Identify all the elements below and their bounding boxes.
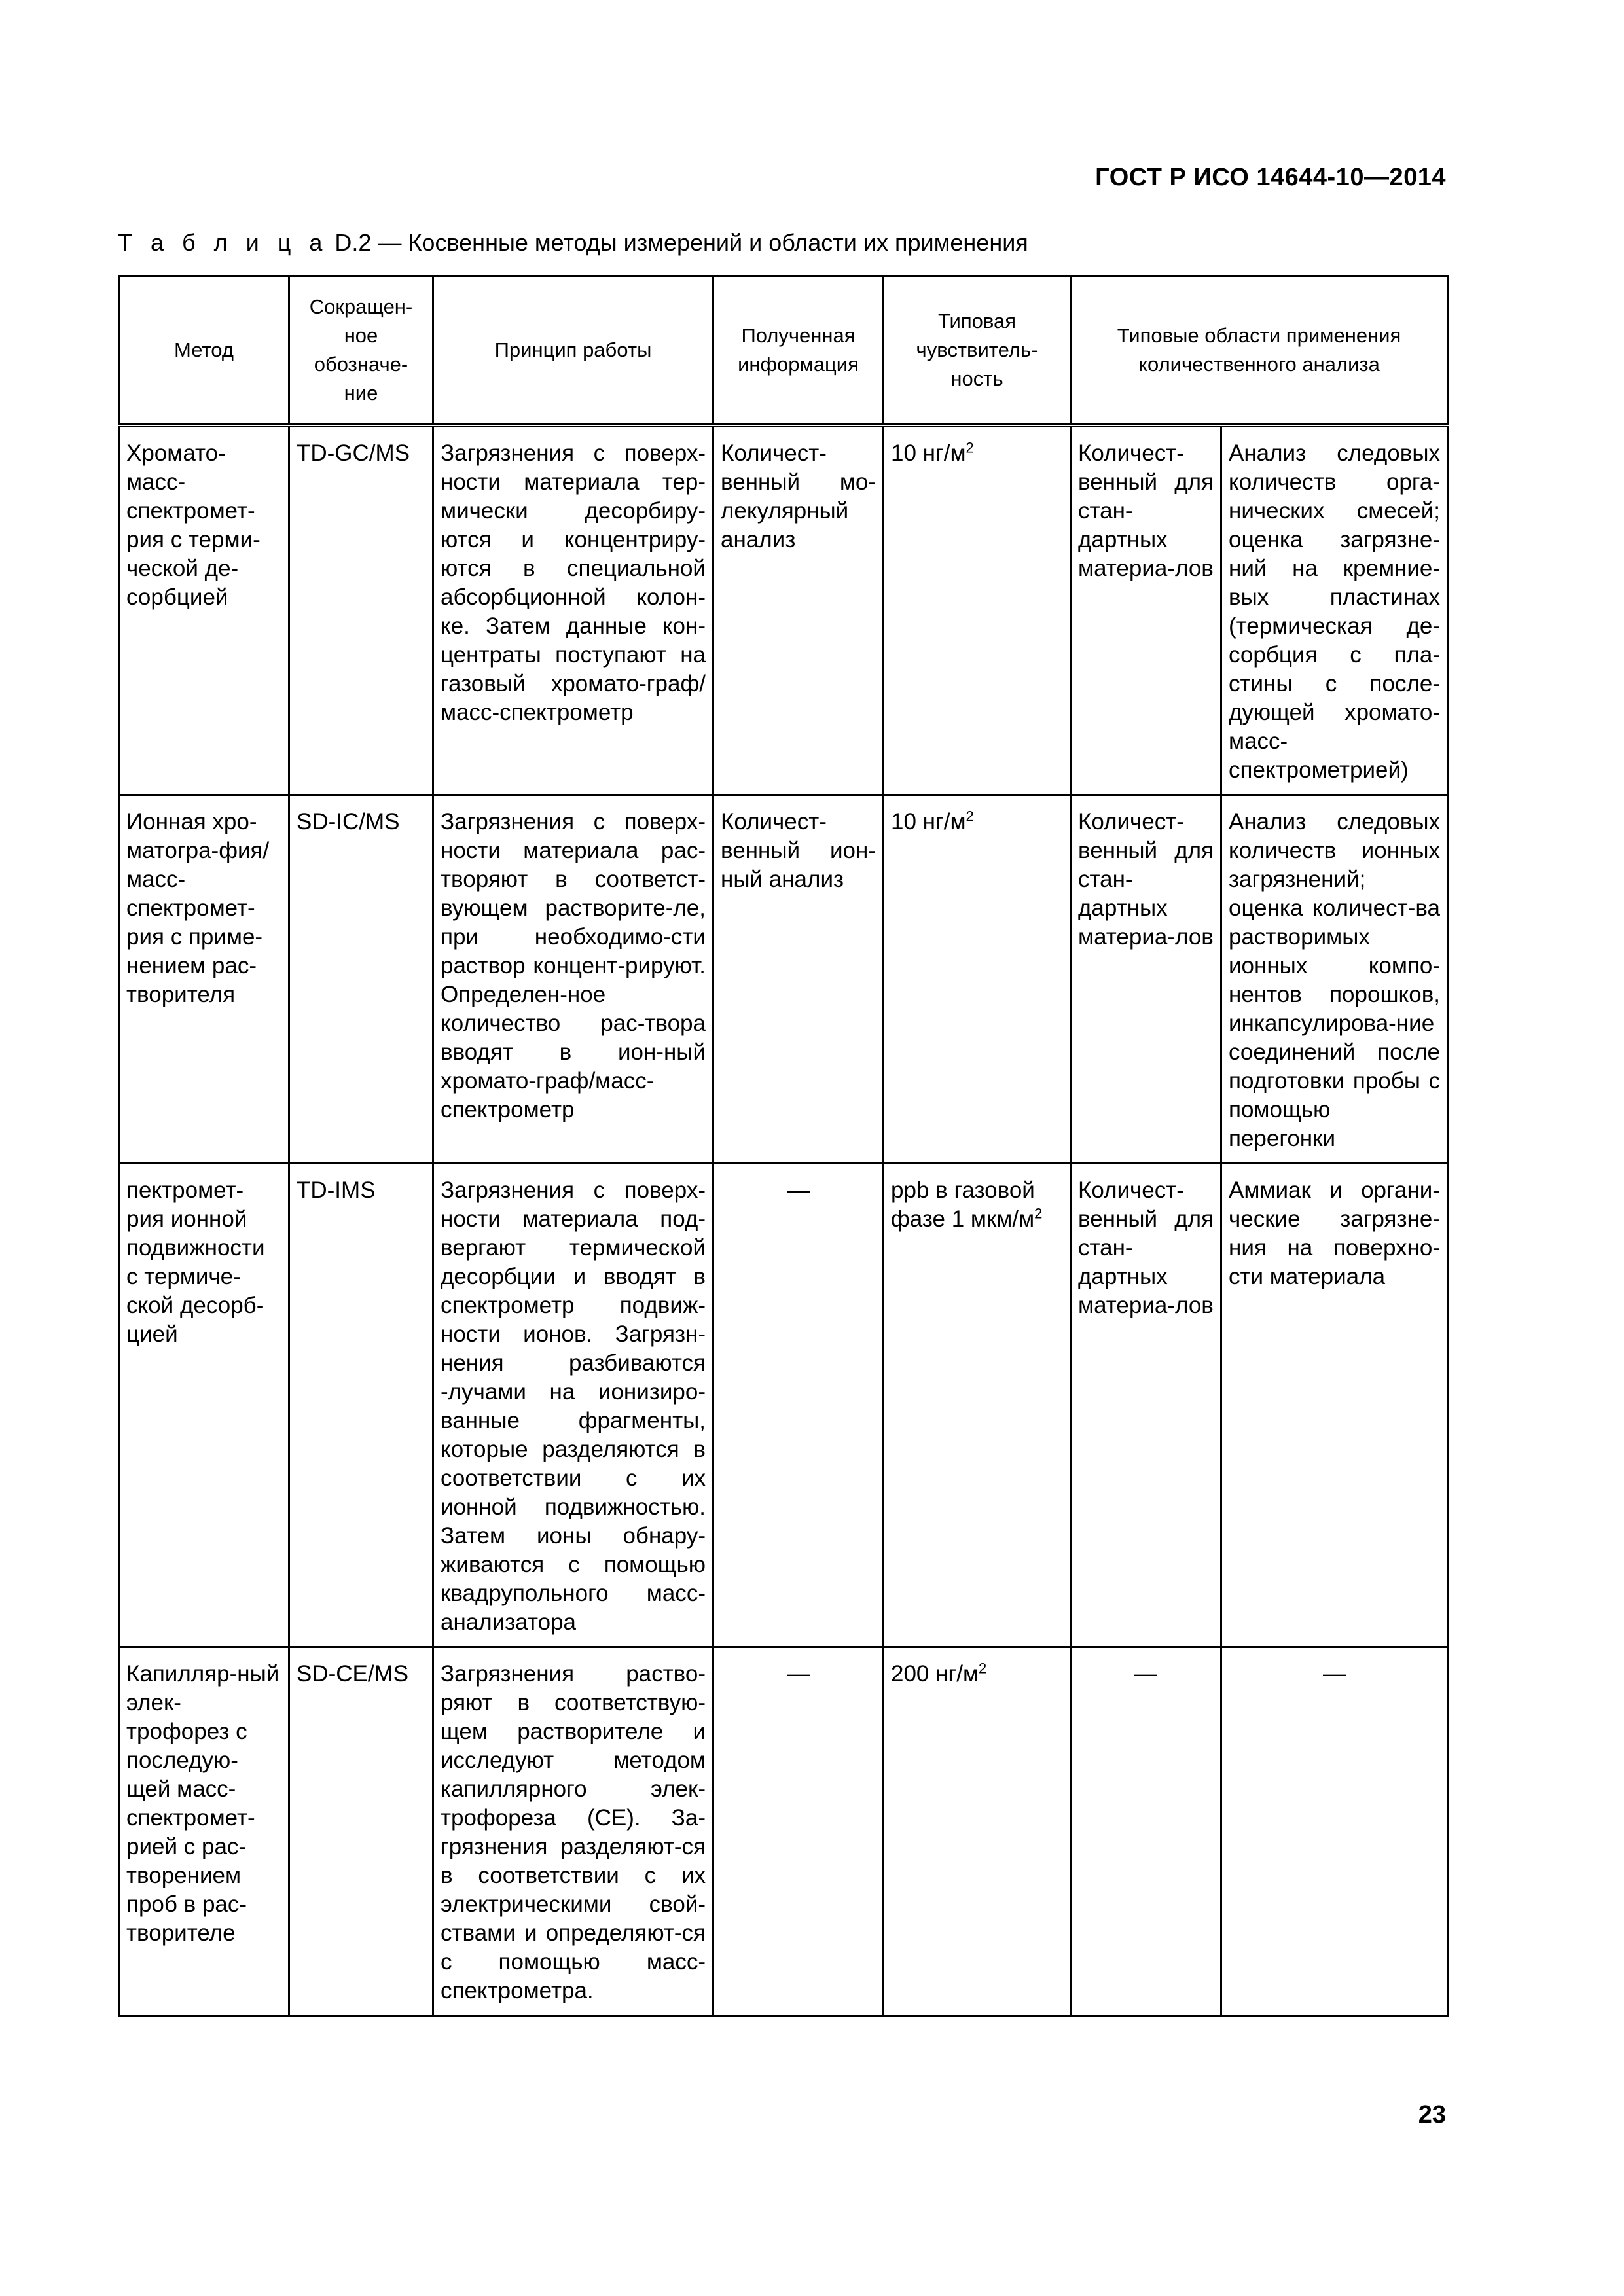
cell-application-area: — bbox=[1221, 1647, 1448, 2016]
table-header-row bbox=[119, 276, 1448, 426]
column-header-method: Метод bbox=[119, 276, 289, 426]
cell-method: Ионная хро-матогра-фия/масс-спектромет-рия с приме-нением рас-творителя bbox=[119, 795, 289, 1164]
column-header-sensitivity: Типовая чувствитель-ность bbox=[884, 276, 1071, 426]
cell-abbreviation: TD-IMS bbox=[289, 1164, 433, 1647]
sensitivity-value: 10 нг/м bbox=[891, 809, 966, 834]
cell-application-type: Количест-венный для стан-дартных материа-лов bbox=[1071, 425, 1221, 795]
cell-principle: Загрязнения раство-ряют в соответствую-щем растворителе и исследуют методом капиллярного элек-трофореза (CE). За-грязнения разделяют-ся в соответствии с их электрическими свой-ствами и определяют-ся с помощью масс-спектрометра. bbox=[433, 1647, 713, 2016]
table-row bbox=[119, 795, 1448, 1164]
cell-sensitivity bbox=[884, 1164, 1071, 1647]
cell-application-type: Количест-венный для стан-дартных материа-лов bbox=[1071, 795, 1221, 1164]
cell-application-area: Анализ следовых количеств ионных загрязнений; оценка количест-ва растворимых ионных компо-нентов порошков, инкапсулирова-ние соединений после подготовки пробы с помощью перегонки bbox=[1221, 795, 1448, 1164]
sensitivity-value: ppb в газовой фазе 1 мкм/м bbox=[891, 1177, 1035, 1232]
table-row bbox=[119, 1647, 1448, 2016]
cell-information: Количест-венный мо-лекулярный анализ bbox=[713, 425, 884, 795]
cell-method: Капилляр-ный элек-трофорез с последую-щей масс-спектромет-рией с рас-творением проб в рас-творителе bbox=[119, 1647, 289, 2016]
table-caption-text: D.2 — Косвенные методы измерений и области их применения bbox=[334, 229, 1028, 256]
cell-method: Хромато-масс-спектромет-рия с терми-ческой де-сорбцией bbox=[119, 425, 289, 795]
column-header-information: Полученная информация bbox=[713, 276, 884, 426]
cell-abbreviation: TD-GC/MS bbox=[289, 425, 433, 795]
sensitivity-value: 200 нг/м bbox=[891, 1661, 979, 1687]
cell-abbreviation: SD-IC/MS bbox=[289, 795, 433, 1164]
indirect-methods-table bbox=[118, 275, 1449, 2017]
table-row bbox=[119, 1164, 1448, 1647]
cell-application-type: — bbox=[1071, 1647, 1221, 2016]
sensitivity-exponent: 2 bbox=[965, 439, 974, 456]
cell-abbreviation: SD-CE/MS bbox=[289, 1647, 433, 2016]
table-row bbox=[119, 425, 1448, 795]
cell-application-type: Количест-венный для стан-дартных материа-лов bbox=[1071, 1164, 1221, 1647]
cell-principle: Загрязнения с поверх-ности материала тер-мически десорбиру-ются и концентриру-ются в специальной абсорбционной колон-ке. Затем данные кон-центраты поступают на газовый хромато-граф/масс-спектрометр bbox=[433, 425, 713, 795]
sensitivity-exponent: 2 bbox=[979, 1660, 987, 1677]
cell-sensitivity bbox=[884, 795, 1071, 1164]
cell-principle: Загрязнения с поверх-ности материала под-вергают термической десорбции и вводят в спектрометр подвиж-ности ионов. Загрязн-нения разбиваются -лучами на ионизиро-ванные фрагменты, которые разделяются в соответствии с их ионной подвижностью. Затем ионы обнару-живаются с помощью квадрупольного масс-анализатора bbox=[433, 1164, 713, 1647]
table-caption bbox=[118, 229, 1028, 257]
cell-information: Количест-венный ион-ный анализ bbox=[713, 795, 884, 1164]
cell-method: пектромет-рия ионной подвижности с термиче-ской десорб-цией bbox=[119, 1164, 289, 1647]
cell-application-area: Аммиак и органи-ческие загрязне-ния на поверхно-сти материала bbox=[1221, 1164, 1448, 1647]
sensitivity-value: 10 нг/м bbox=[891, 440, 966, 466]
column-header-abbreviation: Сокращен-ное обозначе-ние bbox=[289, 276, 433, 426]
column-header-applications: Типовые области применения количественного анализа bbox=[1071, 276, 1448, 426]
sensitivity-exponent: 2 bbox=[965, 808, 974, 825]
cell-sensitivity bbox=[884, 1647, 1071, 2016]
cell-sensitivity bbox=[884, 425, 1071, 795]
sensitivity-exponent: 2 bbox=[1034, 1205, 1043, 1222]
table-caption-prefix: Т а б л и ц а bbox=[118, 229, 329, 256]
column-header-principle: Принцип работы bbox=[433, 276, 713, 426]
document-standard-header: ГОСТ Р ИСО 14644-10—2014 bbox=[1095, 164, 1446, 191]
cell-information: — bbox=[713, 1164, 884, 1647]
page-number: 23 bbox=[1418, 2101, 1446, 2128]
cell-information: — bbox=[713, 1647, 884, 2016]
cell-application-area: Анализ следовых количеств орга-нических смесей; оценка загрязне-ний на кремние-вых пластинах (термическая де-сорбция с пла-стины с после-дующей хромато-масс-спектрометрией) bbox=[1221, 425, 1448, 795]
cell-principle: Загрязнения с поверх-ности материала рас-творяют в соответст-вующем растворите-ле, при необходимо-сти раствор концент-рируют. Определен-ное количество рас-твора вводят в ион-ный хромато-граф/масс-спектрометр bbox=[433, 795, 713, 1164]
